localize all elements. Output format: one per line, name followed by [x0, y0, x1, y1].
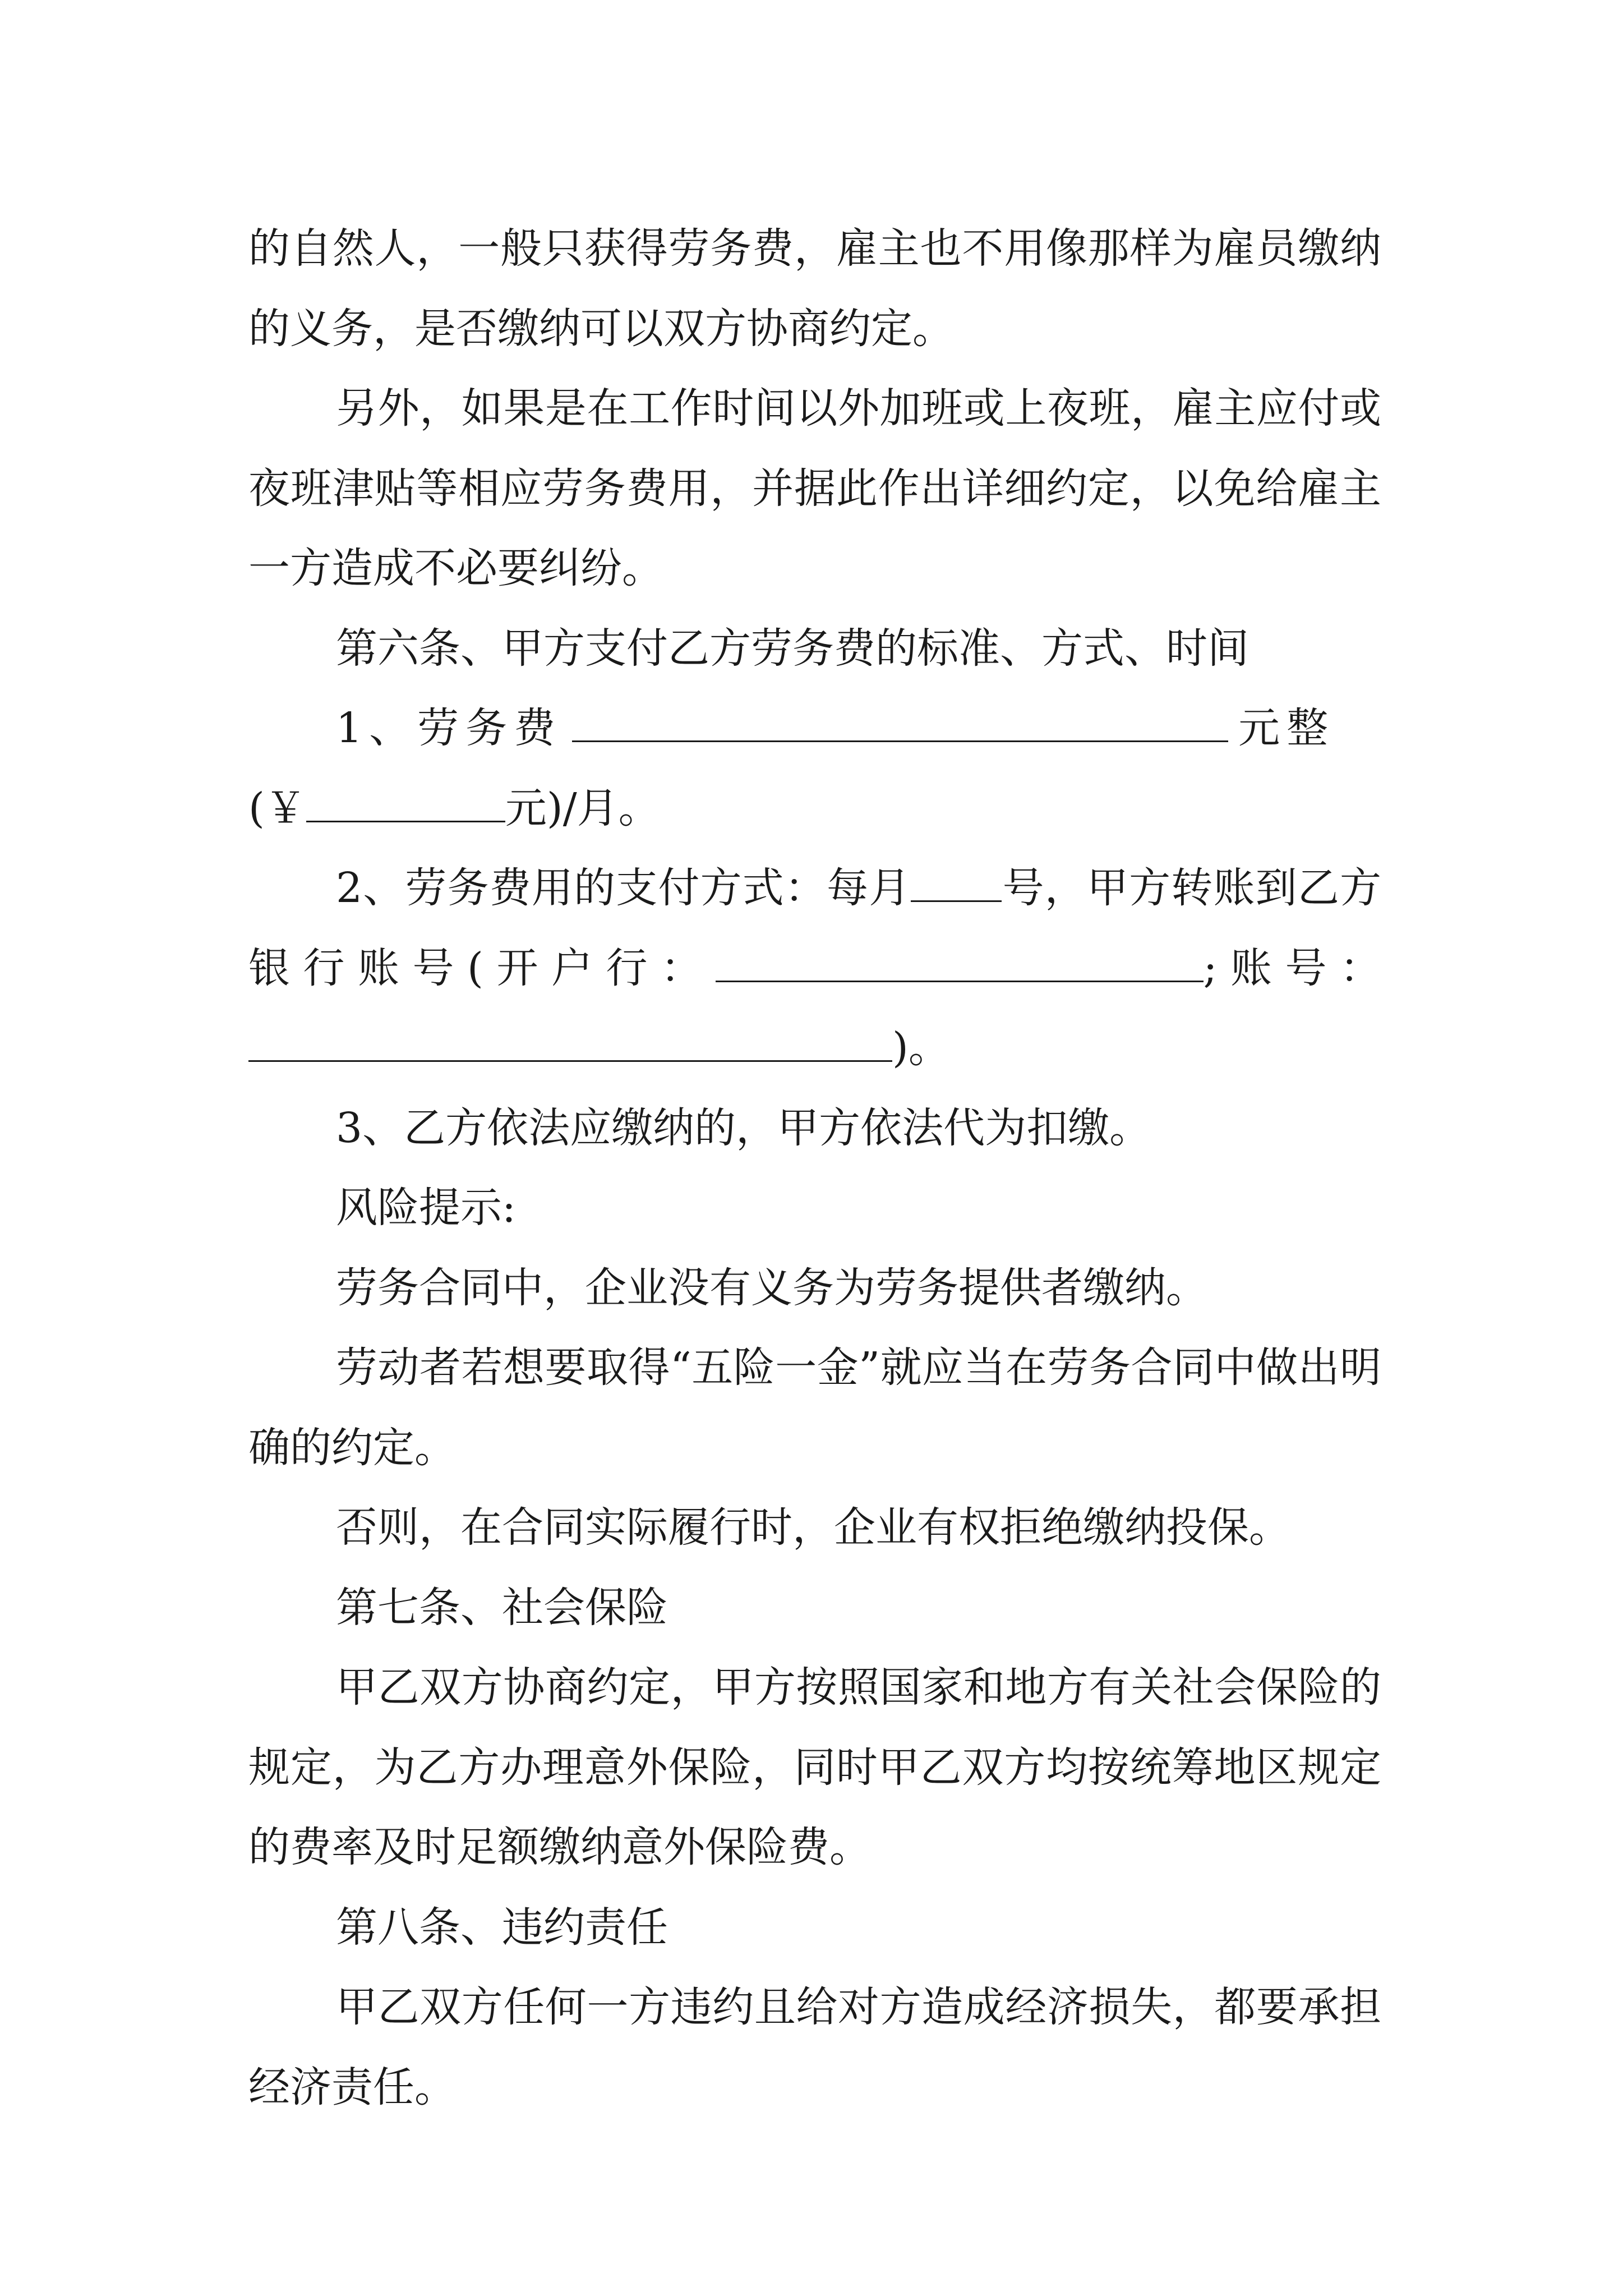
payment-close: )。 — [892, 1024, 950, 1072]
fee-unit: 元整 — [1238, 704, 1335, 752]
paragraph-labor-fee-note: 的自然人，一般只获得劳务费，雇主也不用像那样为雇员缴纳的义务，是否缴纳可以双方协商约定。 — [248, 224, 1381, 353]
fee-numeric-blank — [306, 820, 505, 822]
article-7-body: 甲乙双方协商约定，甲方按照国家和地方有关社会保险的规定，为乙方办理意外保险，同时甲乙双方均按统筹地区规定的费率及时足额缴纳意外保险费。 — [248, 1663, 1381, 1871]
fee-currency-close: 元)/月。 — [505, 784, 660, 832]
fee-amount-blank — [572, 740, 1228, 742]
account-label: ;账号： — [1203, 944, 1381, 992]
risk-item-1: 劳务合同中，企业没有义务为劳务提供者缴纳。 — [336, 1263, 1207, 1312]
fee-label: 1、劳务费 — [336, 704, 562, 752]
article-6-title: 第六条、甲方支付乙方劳务费的标准、方式、时间 — [336, 624, 1249, 673]
bank-name-blank — [716, 980, 1204, 982]
payment-prefix: 2、劳务费用的支付方式：每月 — [336, 864, 911, 912]
article-8-title: 第八条、违约责任 — [336, 1903, 668, 1952]
fee-monthly-line — [248, 769, 1381, 849]
fee-standard-line — [248, 688, 1381, 769]
payment-day-blank — [911, 900, 1002, 902]
risk-title: 风险提示: — [336, 1184, 516, 1232]
article-7-title: 第七条、社会保险 — [336, 1583, 668, 1632]
withholding-item: 3、乙方依法应缴纳的，甲方依法代为扣缴。 — [336, 1103, 1151, 1152]
document-body — [248, 209, 1381, 2127]
paragraph-overtime-note: 另外，如果是在工作时间以外加班或上夜班，雇主应付或夜班津贴等相应劳务费用，并据此作出详细约定，以免给雇主一方造成不必要纠纷。 — [248, 384, 1381, 592]
payment-bank-text: 号，甲方转账到乙方银行账号(开户行： — [248, 864, 1381, 992]
risk-item-2: 劳动者若想要取得“五险一金”就应当在劳务合同中做出明确的约定。 — [248, 1343, 1381, 1472]
fee-currency-open: (￥ — [248, 784, 306, 832]
payment-method-paragraph — [248, 848, 1381, 1088]
account-number-blank — [248, 1060, 892, 1062]
risk-item-3: 否则，在合同实际履行时，企业有权拒绝缴纳投保。 — [336, 1503, 1290, 1552]
article-8-body: 甲乙双方任何一方违约且给对方造成经济损失，都要承担经济责任。 — [248, 1983, 1381, 2111]
